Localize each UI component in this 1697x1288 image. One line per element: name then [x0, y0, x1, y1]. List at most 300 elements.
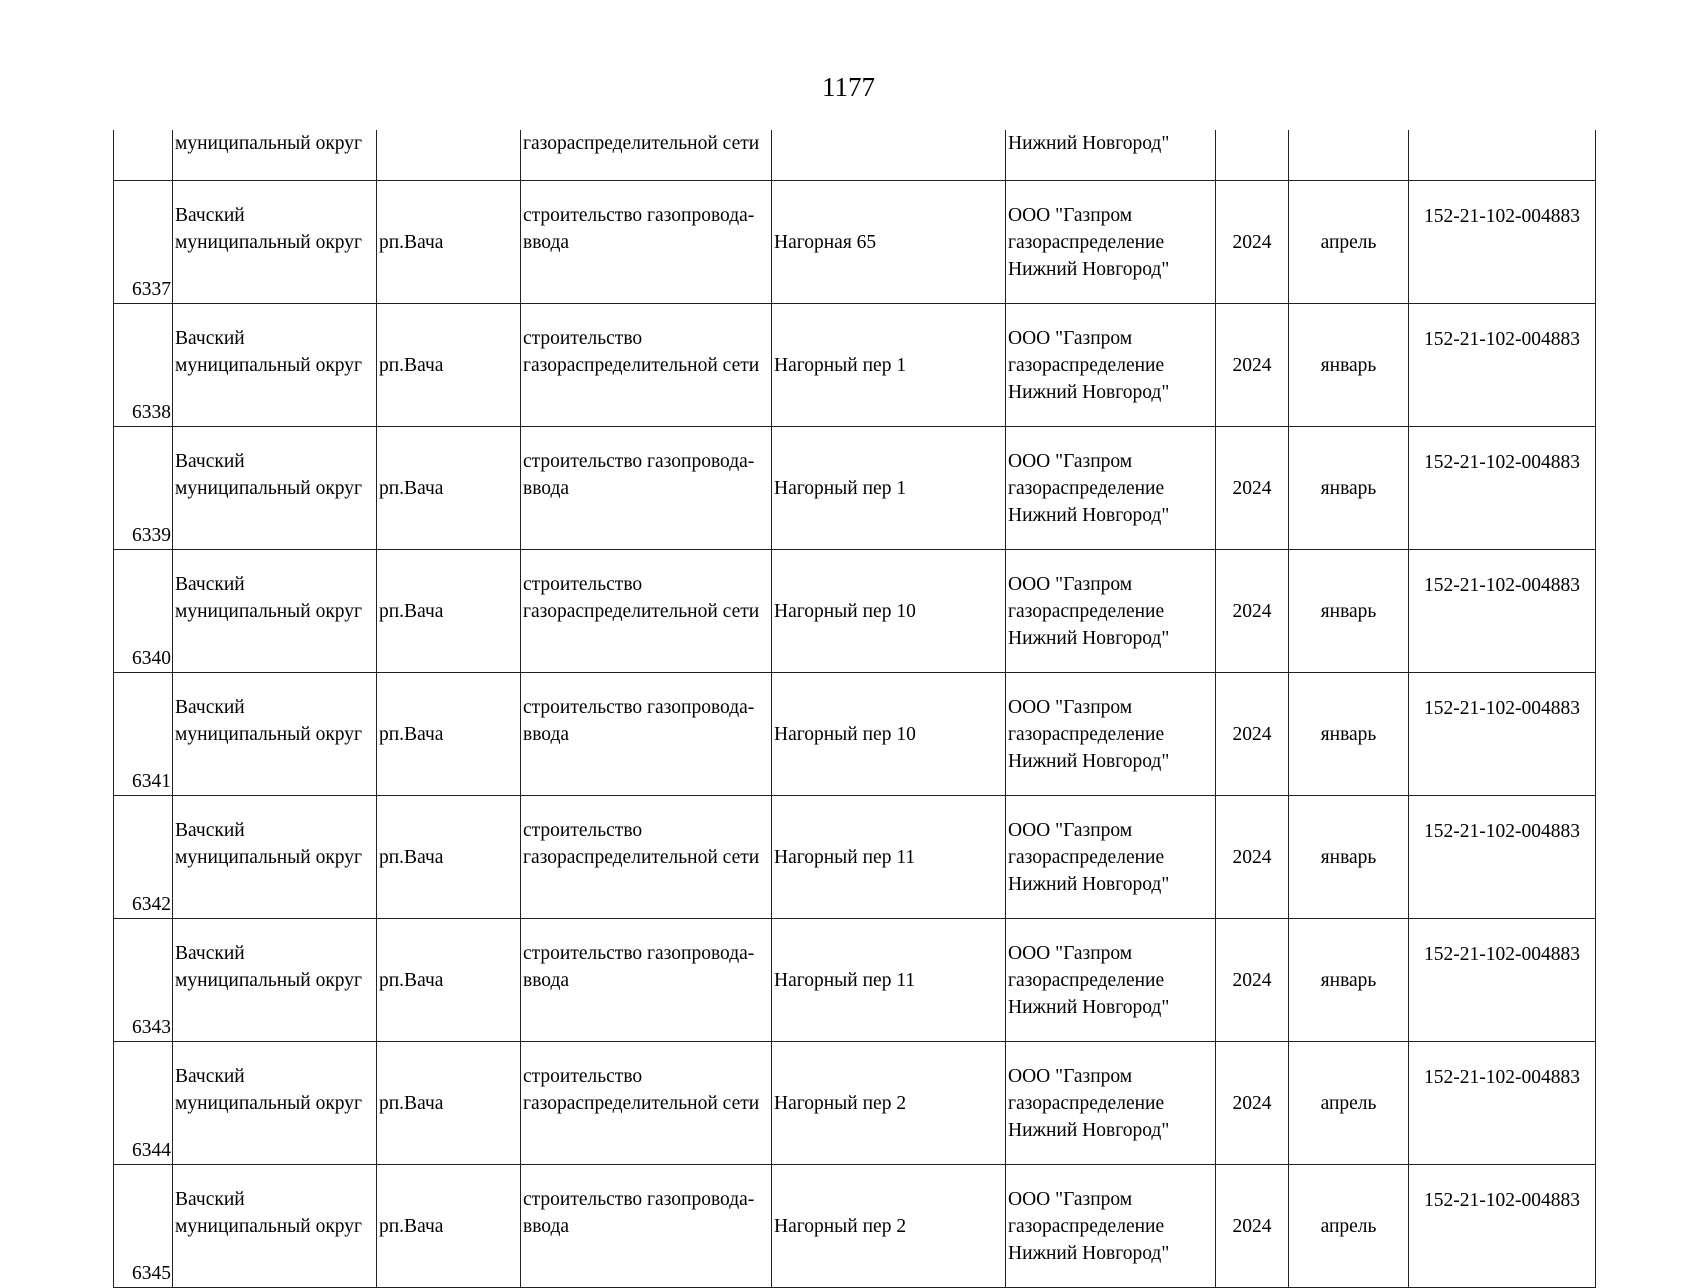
object-spacer	[523, 625, 769, 652]
district-text: муниципальный округ	[175, 133, 363, 154]
month-spacer	[1291, 940, 1406, 967]
year-spacer	[1218, 448, 1286, 475]
cell-object	[521, 673, 772, 796]
cell-year	[1216, 304, 1289, 427]
year-spacer	[1218, 694, 1286, 721]
cell-code	[1409, 1165, 1596, 1288]
table-row	[114, 181, 1596, 304]
org-line-1: ООО "Газпром	[1008, 204, 1133, 226]
org-line-2: газораспределение	[1008, 723, 1165, 745]
row-number: 6338	[132, 402, 171, 423]
year-text: 2024	[1232, 231, 1272, 253]
address-spacer	[774, 694, 1003, 721]
cell-district	[173, 130, 377, 181]
object-line-2: ввода	[523, 969, 570, 991]
place-spacer-2	[379, 994, 518, 1021]
object-spacer	[523, 871, 769, 898]
cell-address	[772, 673, 1006, 796]
district-line-2: муниципальный округ	[175, 1092, 363, 1114]
address-spacer-2	[774, 625, 1003, 652]
cell-district	[173, 796, 377, 919]
month-spacer-2	[1291, 1240, 1406, 1267]
cell-object	[521, 130, 772, 181]
org-text: Нижний Новгород"	[1008, 133, 1170, 154]
cell-year	[1216, 919, 1289, 1042]
cell-object	[521, 1165, 772, 1288]
org-line-2: газораспределение	[1008, 1215, 1165, 1237]
cell-code	[1409, 550, 1596, 673]
address-spacer-2	[774, 1117, 1003, 1144]
cell-place	[377, 304, 521, 427]
cell-month	[1289, 181, 1409, 304]
month-spacer-2	[1291, 748, 1406, 775]
code-text: 152-21-102-004883	[1424, 1067, 1580, 1088]
address-spacer	[774, 1063, 1003, 1090]
district-spacer	[175, 379, 374, 406]
cell-address	[772, 550, 1006, 673]
table-row	[114, 550, 1596, 673]
place-spacer	[379, 448, 518, 475]
code-text: 152-21-102-004883	[1424, 575, 1580, 596]
table-row	[114, 796, 1596, 919]
month-text: январь	[1320, 723, 1377, 745]
cell-num	[114, 673, 173, 796]
month-text: апрель	[1320, 1092, 1377, 1114]
month-spacer	[1291, 694, 1406, 721]
org-line-3: Нижний Новгород"	[1008, 996, 1170, 1018]
district-line-2: муниципальный округ	[175, 846, 363, 868]
org-line-1: ООО "Газпром	[1008, 327, 1133, 349]
org-line-2: газораспределение	[1008, 354, 1165, 376]
cell-address	[772, 181, 1006, 304]
object-line-2: ввода	[523, 723, 570, 745]
place-text: рп.Вача	[379, 723, 444, 745]
place-spacer-2	[379, 1240, 518, 1267]
object-spacer	[523, 1117, 769, 1144]
object-line-1: строительство	[523, 819, 643, 841]
org-line-1: ООО "Газпром	[1008, 450, 1133, 472]
cell-org	[1006, 1042, 1216, 1165]
gas-network-table	[113, 130, 1596, 1288]
address-spacer	[774, 325, 1003, 352]
cell-object	[521, 1042, 772, 1165]
district-line-1: Вачский	[175, 204, 245, 226]
place-spacer	[379, 202, 518, 229]
year-spacer	[1218, 1063, 1286, 1090]
month-text: апрель	[1320, 231, 1377, 253]
month-spacer-2	[1291, 256, 1406, 283]
district-line-1: Вачский	[175, 819, 245, 841]
object-spacer	[523, 994, 769, 1021]
row-number: 6345	[132, 1263, 171, 1284]
cell-place	[377, 550, 521, 673]
year-text: 2024	[1232, 354, 1272, 376]
address-spacer-2	[774, 994, 1003, 1021]
cell-district	[173, 427, 377, 550]
year-text: 2024	[1232, 1092, 1272, 1114]
month-spacer	[1291, 448, 1406, 475]
district-line-1: Вачский	[175, 573, 245, 595]
district-line-2: муниципальный округ	[175, 600, 363, 622]
cell-num	[114, 550, 173, 673]
year-text: 2024	[1232, 846, 1272, 868]
month-text: январь	[1320, 354, 1377, 376]
object-line-2: газораспределительной сети	[523, 1092, 760, 1114]
org-line-3: Нижний Новгород"	[1008, 1242, 1170, 1264]
cell-place	[377, 1165, 521, 1288]
page-number: 1177	[822, 72, 875, 102]
address-spacer-2	[774, 256, 1003, 283]
year-text: 2024	[1232, 477, 1272, 499]
cell-month	[1289, 796, 1409, 919]
org-line-2: газораспределение	[1008, 231, 1165, 253]
cell-month	[1289, 427, 1409, 550]
address-text: Нагорный пер 2	[774, 1215, 907, 1237]
year-text: 2024	[1232, 600, 1272, 622]
address-spacer-2	[774, 871, 1003, 898]
year-text: 2024	[1232, 969, 1272, 991]
row-number: 6341	[132, 771, 171, 792]
address-spacer	[774, 448, 1003, 475]
place-text: рп.Вача	[379, 969, 444, 991]
place-spacer-2	[379, 871, 518, 898]
object-line-2: ввода	[523, 1215, 570, 1237]
cell-object	[521, 304, 772, 427]
month-spacer	[1291, 325, 1406, 352]
address-spacer	[774, 817, 1003, 844]
year-spacer-2	[1218, 625, 1286, 652]
place-text: рп.Вача	[379, 1092, 444, 1114]
year-spacer-2	[1218, 1117, 1286, 1144]
place-spacer-2	[379, 256, 518, 283]
cell-address	[772, 304, 1006, 427]
cell-num	[114, 427, 173, 550]
cell-year	[1216, 673, 1289, 796]
cell-place	[377, 673, 521, 796]
cell-district	[173, 1165, 377, 1288]
cell-address	[772, 919, 1006, 1042]
place-spacer-2	[379, 1117, 518, 1144]
cell-place	[377, 919, 521, 1042]
row-number: 6344	[132, 1140, 171, 1161]
place-spacer-2	[379, 748, 518, 775]
district-line-2: муниципальный округ	[175, 1215, 363, 1237]
org-line-3: Нижний Новгород"	[1008, 1119, 1170, 1141]
district-line-2: муниципальный округ	[175, 969, 363, 991]
address-spacer	[774, 571, 1003, 598]
cell-district	[173, 673, 377, 796]
year-spacer	[1218, 325, 1286, 352]
address-text: Нагорный пер 11	[774, 846, 916, 868]
place-text: рп.Вача	[379, 1215, 444, 1237]
district-line-2: муниципальный округ	[175, 354, 363, 376]
cell-month	[1289, 1165, 1409, 1288]
month-spacer-2	[1291, 871, 1406, 898]
cell-month	[1289, 673, 1409, 796]
cell-num	[114, 796, 173, 919]
cell-year	[1216, 550, 1289, 673]
month-spacer	[1291, 202, 1406, 229]
district-line-2: муниципальный округ	[175, 723, 363, 745]
year-spacer	[1218, 202, 1286, 229]
place-spacer	[379, 325, 518, 352]
place-text: рп.Вача	[379, 600, 444, 622]
place-spacer	[379, 1063, 518, 1090]
org-line-2: газораспределение	[1008, 477, 1165, 499]
year-spacer-2	[1218, 994, 1286, 1021]
cell-object	[521, 427, 772, 550]
place-spacer	[379, 694, 518, 721]
org-line-2: газораспределение	[1008, 600, 1165, 622]
object-spacer	[523, 379, 769, 406]
cell-num	[114, 1042, 173, 1165]
row-number: 6337	[132, 279, 171, 300]
cell-org	[1006, 1165, 1216, 1288]
place-spacer-2	[379, 502, 518, 529]
table-row	[114, 1042, 1596, 1165]
place-text: рп.Вача	[379, 354, 444, 376]
object-line-2: газораспределительной сети	[523, 846, 760, 868]
cell-month	[1289, 304, 1409, 427]
cell-num	[114, 1165, 173, 1288]
object-line-2: ввода	[523, 231, 570, 253]
month-spacer-2	[1291, 1117, 1406, 1144]
district-line-1: Вачский	[175, 1188, 245, 1210]
cell-place	[377, 796, 521, 919]
year-spacer	[1218, 940, 1286, 967]
cell-code	[1409, 796, 1596, 919]
month-spacer	[1291, 817, 1406, 844]
month-text: январь	[1320, 846, 1377, 868]
month-spacer-2	[1291, 379, 1406, 406]
district-line-2: муниципальный округ	[175, 231, 363, 253]
cell-object	[521, 796, 772, 919]
cell-code	[1409, 130, 1596, 181]
org-line-1: ООО "Газпром	[1008, 819, 1133, 841]
district-line-1: Вачский	[175, 450, 245, 472]
place-spacer	[379, 571, 518, 598]
year-spacer	[1218, 817, 1286, 844]
district-spacer	[175, 871, 374, 898]
address-spacer-2	[774, 1240, 1003, 1267]
address-text: Нагорный пер 10	[774, 723, 916, 745]
year-spacer-2	[1218, 748, 1286, 775]
place-spacer-2	[379, 625, 518, 652]
district-line-1: Вачский	[175, 696, 245, 718]
cell-year	[1216, 181, 1289, 304]
object-text: газораспределительной сети	[523, 133, 760, 154]
object-spacer	[523, 1240, 769, 1267]
year-text: 2024	[1232, 1215, 1272, 1237]
cell-district	[173, 919, 377, 1042]
code-text: 152-21-102-004883	[1424, 1190, 1580, 1211]
object-line-2: ввода	[523, 477, 570, 499]
district-line-1: Вачский	[175, 327, 245, 349]
district-spacer	[175, 748, 374, 775]
year-spacer	[1218, 1186, 1286, 1213]
address-text: Нагорный пер 1	[774, 477, 907, 499]
cell-org	[1006, 673, 1216, 796]
address-spacer-2	[774, 502, 1003, 529]
org-line-3: Нижний Новгород"	[1008, 873, 1170, 895]
cell-year	[1216, 130, 1289, 181]
object-line-1: строительство газопровода-	[523, 450, 755, 472]
table-row	[114, 427, 1596, 550]
place-text: рп.Вача	[379, 846, 444, 868]
place-spacer	[379, 940, 518, 967]
cell-month	[1289, 1042, 1409, 1165]
cell-org	[1006, 181, 1216, 304]
cell-year	[1216, 1165, 1289, 1288]
cell-place	[377, 130, 521, 181]
year-spacer-2	[1218, 871, 1286, 898]
org-line-3: Нижний Новгород"	[1008, 627, 1170, 649]
year-spacer-2	[1218, 1240, 1286, 1267]
cell-code	[1409, 304, 1596, 427]
cell-org	[1006, 550, 1216, 673]
object-spacer	[523, 502, 769, 529]
row-number: 6342	[132, 894, 171, 915]
place-text: рп.Вача	[379, 231, 444, 253]
cell-month	[1289, 550, 1409, 673]
row-number: 6340	[132, 648, 171, 669]
year-spacer-2	[1218, 502, 1286, 529]
place-spacer-2	[379, 379, 518, 406]
cell-address	[772, 796, 1006, 919]
org-line-1: ООО "Газпром	[1008, 1065, 1133, 1087]
table-row	[114, 673, 1596, 796]
district-spacer	[175, 256, 374, 283]
cell-month	[1289, 919, 1409, 1042]
district-line-2: муниципальный округ	[175, 477, 363, 499]
table-row	[114, 1165, 1596, 1288]
object-spacer	[523, 748, 769, 775]
org-line-3: Нижний Новгород"	[1008, 258, 1170, 280]
address-text: Нагорный пер 2	[774, 1092, 907, 1114]
object-spacer	[523, 256, 769, 283]
table-body	[114, 130, 1596, 1288]
org-line-3: Нижний Новгород"	[1008, 750, 1170, 772]
cell-code	[1409, 1042, 1596, 1165]
district-line-1: Вачский	[175, 1065, 245, 1087]
object-line-1: строительство газопровода-	[523, 696, 755, 718]
org-line-3: Нижний Новгород"	[1008, 504, 1170, 526]
cell-org	[1006, 304, 1216, 427]
cell-num	[114, 919, 173, 1042]
cell-year	[1216, 427, 1289, 550]
org-line-1: ООО "Газпром	[1008, 1188, 1133, 1210]
place-text: рп.Вача	[379, 477, 444, 499]
cell-object	[521, 181, 772, 304]
month-text: апрель	[1320, 1215, 1377, 1237]
cell-year	[1216, 796, 1289, 919]
year-text: 2024	[1232, 723, 1272, 745]
district-spacer	[175, 1117, 374, 1144]
month-spacer	[1291, 571, 1406, 598]
month-text: январь	[1320, 600, 1377, 622]
cell-month	[1289, 130, 1409, 181]
code-text: 152-21-102-004883	[1424, 452, 1580, 473]
object-line-2: газораспределительной сети	[523, 354, 760, 376]
table-row	[114, 304, 1596, 427]
month-spacer-2	[1291, 994, 1406, 1021]
year-spacer-2	[1218, 379, 1286, 406]
address-text: Нагорный пер 11	[774, 969, 916, 991]
org-line-2: газораспределение	[1008, 1092, 1165, 1114]
org-line-1: ООО "Газпром	[1008, 942, 1133, 964]
cell-org	[1006, 796, 1216, 919]
table-row	[114, 919, 1596, 1042]
cell-place	[377, 181, 521, 304]
cell-code	[1409, 919, 1596, 1042]
cell-year	[1216, 1042, 1289, 1165]
month-spacer	[1291, 1186, 1406, 1213]
place-spacer	[379, 1186, 518, 1213]
object-line-1: строительство	[523, 1065, 643, 1087]
org-line-3: Нижний Новгород"	[1008, 381, 1170, 403]
cell-address	[772, 1042, 1006, 1165]
cell-district	[173, 1042, 377, 1165]
cell-place	[377, 427, 521, 550]
cell-org	[1006, 919, 1216, 1042]
district-spacer	[175, 994, 374, 1021]
cell-address	[772, 1165, 1006, 1288]
cell-object	[521, 919, 772, 1042]
cell-org	[1006, 427, 1216, 550]
object-line-1: строительство	[523, 327, 643, 349]
cell-code	[1409, 181, 1596, 304]
object-line-1: строительство газопровода-	[523, 204, 755, 226]
district-spacer	[175, 625, 374, 652]
place-spacer	[379, 817, 518, 844]
row-number: 6339	[132, 525, 171, 546]
address-spacer	[774, 940, 1003, 967]
object-line-1: строительство газопровода-	[523, 1188, 755, 1210]
district-spacer	[175, 1240, 374, 1267]
address-text: Нагорный пер 1	[774, 354, 907, 376]
cell-object	[521, 550, 772, 673]
address-spacer	[774, 1186, 1003, 1213]
district-spacer	[175, 502, 374, 529]
month-text: январь	[1320, 477, 1377, 499]
month-spacer-2	[1291, 625, 1406, 652]
cell-org	[1006, 130, 1216, 181]
cell-code	[1409, 427, 1596, 550]
year-spacer-2	[1218, 256, 1286, 283]
org-line-2: газораспределение	[1008, 846, 1165, 868]
object-line-1: строительство газопровода-	[523, 942, 755, 964]
district-line-1: Вачский	[175, 942, 245, 964]
cell-num	[114, 130, 173, 181]
code-text: 152-21-102-004883	[1424, 698, 1580, 719]
address-spacer-2	[774, 379, 1003, 406]
address-text: Нагорная 65	[774, 231, 877, 253]
address-text: Нагорный пер 10	[774, 600, 916, 622]
code-text: 152-21-102-004883	[1424, 206, 1580, 227]
address-spacer-2	[774, 748, 1003, 775]
object-line-1: строительство	[523, 573, 643, 595]
object-line-2: газораспределительной сети	[523, 600, 760, 622]
code-text: 152-21-102-004883	[1424, 329, 1580, 350]
month-spacer-2	[1291, 502, 1406, 529]
row-number: 6343	[132, 1017, 171, 1038]
month-text: январь	[1320, 969, 1377, 991]
cell-num	[114, 304, 173, 427]
cell-place	[377, 1042, 521, 1165]
continued-row	[114, 130, 1596, 181]
cell-code	[1409, 673, 1596, 796]
code-text: 152-21-102-004883	[1424, 821, 1580, 842]
